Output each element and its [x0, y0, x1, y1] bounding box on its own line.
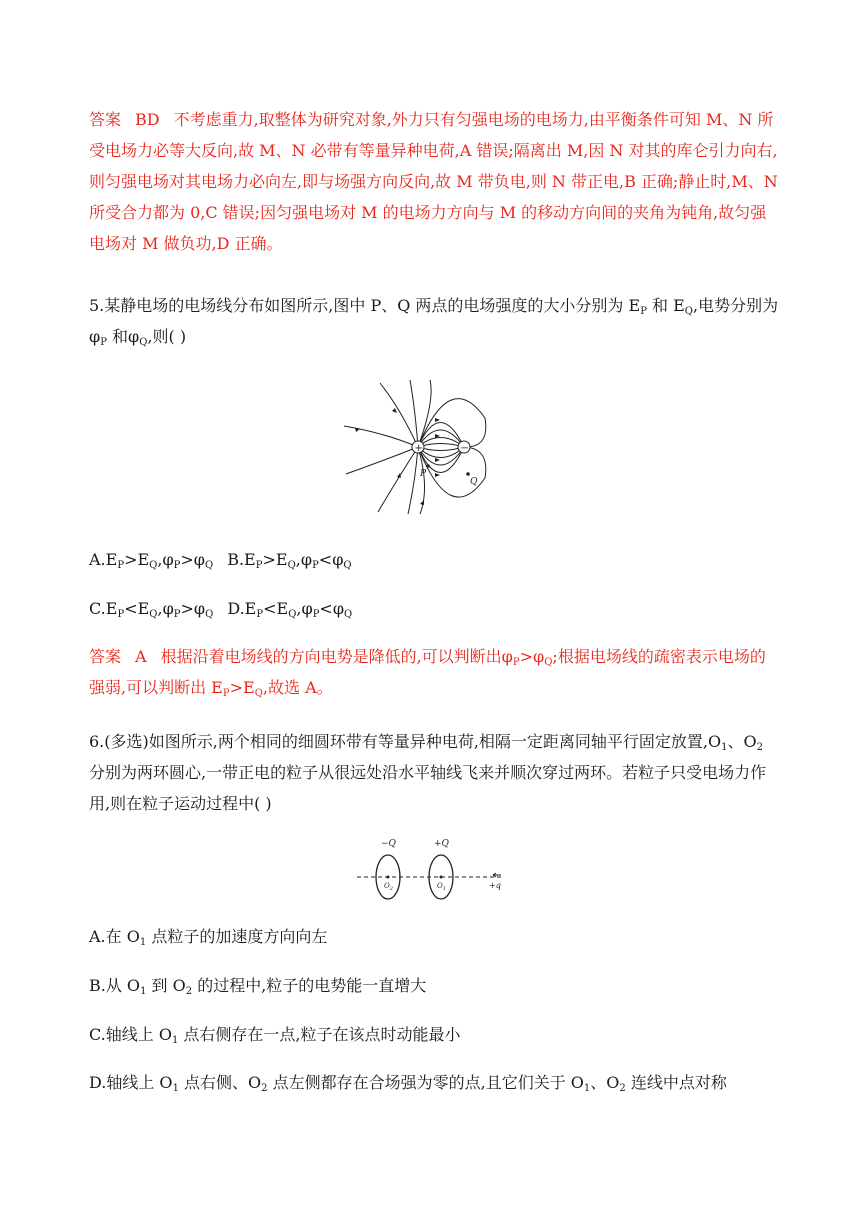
- q6-option-c[interactable]: C.轴线上 $O_1$ 点右侧存在一点,粒子在该点时动能最小: [89, 1025, 461, 1046]
- label-particle: +q: [489, 881, 501, 890]
- plus-sign: +: [414, 443, 423, 454]
- minus-sign: −: [460, 443, 469, 454]
- field-line: [418, 444, 464, 448]
- field-line: [408, 447, 418, 514]
- question-6-stem: 6.(多选)如图所示,两个相同的细圆环带有等量异种电荷,相隔一定距离同轴平行固定放置$,O_1$、$O_2$ 分别为两环圆心,一带正电的粒子从很远处沿水平轴线飞来并顺次穿过两环。若粒子只受电场力作用,则在粒子运动过程中( ): [89, 732, 767, 813]
- label-neg-q: −Q: [381, 839, 396, 849]
- question-5-stem: 5.某静电场的电场线分布如图所示,图中 P、Q 两点的电场强度的大小分别为 $E_P$ 和 $E_Q$,电势分别为$\varphi_P$ 和$\varphi_Q$,则( ): [89, 296, 779, 348]
- field-line: [418, 380, 431, 447]
- label-p: P: [420, 469, 427, 479]
- answer-explanation: 不考虑重力,取整体为研究对象,外力只有匀强电场的电场力,由平衡条件可知 M、N 所受电场力必等大反向,故 M、N 必带有等量异种电荷,A 错误;隔离出 M,因 N 对其的库仑引力向右,则匀强电场对其电场力必向左,即与场强方向反向,故 M 带负电,则 N 带正电,B 正确;静止时,M、N 所受合力都为 0,C 错误;因匀强电场对 M 的电场力方向与 M 的移动方向间的夹角为钝角,故匀强电场对 M 做负功,D 正确。: [89, 110, 778, 253]
- option-a[interactable]: $A.E_P>E_Q,\varphi_P>\varphi_Q$: [89, 550, 214, 571]
- field-line: [346, 447, 418, 474]
- q6-option-a[interactable]: A.在 $O_1$ 点粒子的加速度方向向左: [89, 927, 328, 948]
- rings-figure: [355, 836, 505, 904]
- q6-option-b[interactable]: B.从 $O_1$ 到 $O_2$ 的过程中,粒子的电势能一直增大: [89, 976, 427, 997]
- particle-arrow: [493, 873, 501, 877]
- option-d[interactable]: $D.E_P<E_Q,\varphi_P<\varphi_Q$: [227, 599, 353, 620]
- label-pos-q: +Q: [434, 839, 449, 849]
- answer-key: BD: [135, 110, 160, 129]
- answer-5: 答案 A 根据沿着电场线的方向电势是降低的,可以判断出$\varphi_P>\varphi_Q$;根据电场线的疏密表示电场的强弱,可以判断出 $E_P>E_Q$,故选 A。: [89, 647, 766, 699]
- field-line: [418, 447, 464, 451]
- answer-label: 答案: [89, 110, 122, 129]
- point-q-dot: [466, 472, 470, 476]
- q5-options-row-1: [89, 548, 352, 572]
- label-q: Q: [470, 477, 478, 487]
- field-line: [378, 447, 418, 512]
- option-b[interactable]: $B.E_P>E_Q,\varphi_P<\varphi_Q$: [227, 550, 352, 571]
- field-line: [344, 426, 418, 447]
- point-p-dot: [426, 464, 430, 468]
- q5-options-row-2: [89, 597, 352, 621]
- answer-4: [89, 104, 779, 259]
- label-o2: $O_2$: [384, 882, 393, 892]
- option-c[interactable]: $C.E_P<E_Q,\varphi_P>\varphi_Q$: [89, 599, 214, 620]
- field-line: [410, 380, 418, 447]
- label-o1: $O_1$: [437, 882, 446, 892]
- q6-option-d[interactable]: D.轴线上 $O_1$ 点右侧、$O_2$ 点左侧都存在合场强为零的点,且它们关于 $O_1$、$O_2$ 连线中点对称: [89, 1073, 727, 1094]
- field-lines-figure: [340, 378, 520, 518]
